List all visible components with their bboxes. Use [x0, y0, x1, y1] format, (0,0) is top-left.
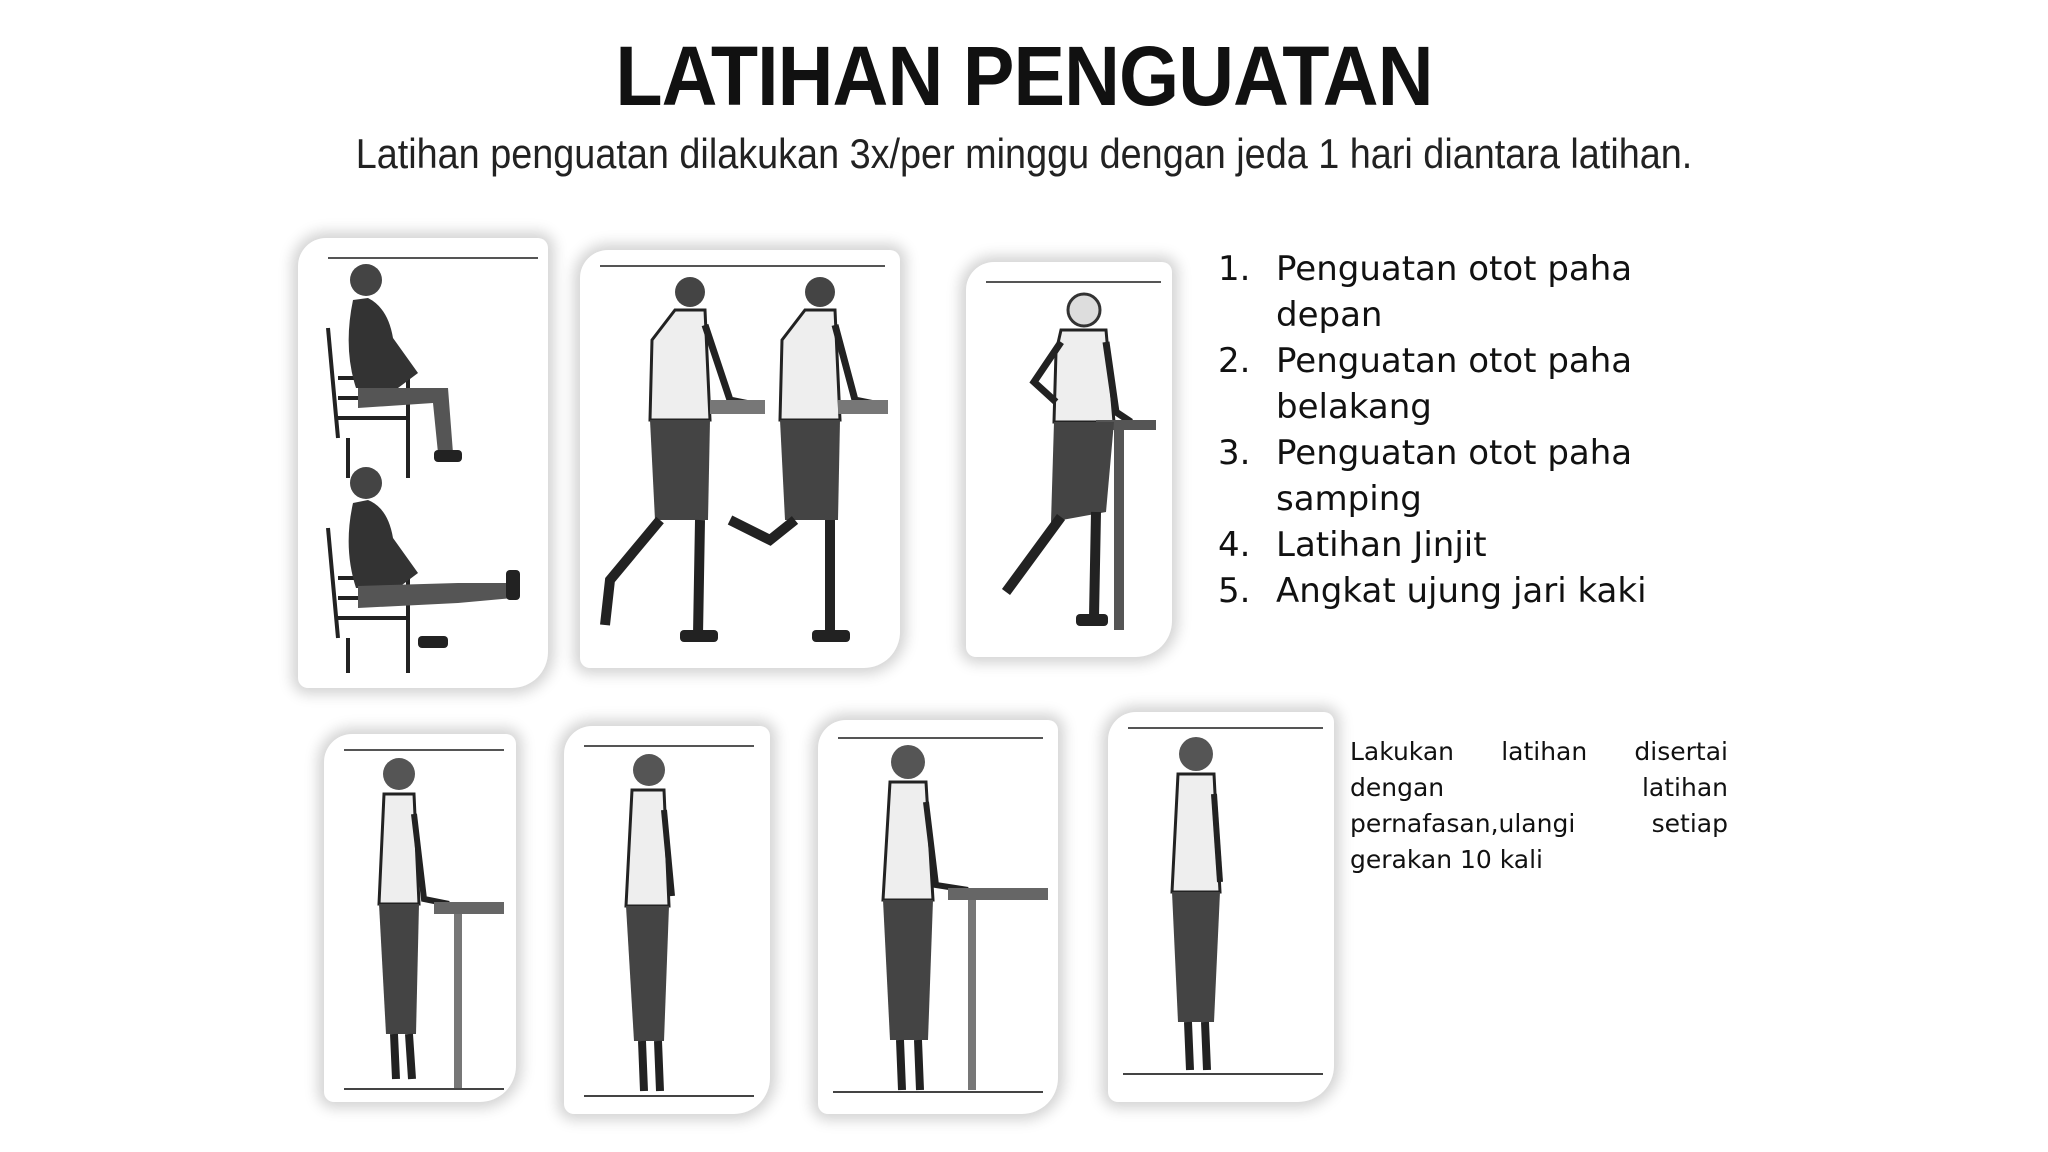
page-title: LATIHAN PENGUATAN: [615, 29, 1433, 123]
instruction-note: Lakukan latihan disertai dengan latihan pernafasan,ulangi setiap gerakan 10 kali: [1350, 737, 1728, 874]
list-item: 1. Penguatan otot paha depan: [1218, 249, 1633, 335]
illustration-hamstring-curl: [580, 250, 900, 668]
exercise-list: [1218, 246, 1738, 614]
heel-raise-icon: [324, 734, 516, 1102]
illustration-toe-raise-free: [1108, 712, 1334, 1102]
illustration-heel-raise-counter: [324, 734, 516, 1102]
side-leg-raise-icon: [966, 262, 1172, 657]
standing-person-icon: [580, 250, 900, 668]
page-subtitle: Latihan penguatan dilakukan 3x/per minggu dengan jeda 1 hari diantara latihan.: [355, 130, 1693, 177]
illustration-seated-knee-extension: [298, 238, 548, 688]
toe-raise-icon: [818, 720, 1058, 1114]
list-item: 3. Penguatan otot paha samping: [1218, 433, 1633, 519]
list-item: 4. Latihan Jinjit: [1218, 525, 1487, 565]
illustration-heel-raise-free: [564, 726, 770, 1114]
list-item: 5. Angkat ujung jari kaki: [1218, 571, 1647, 611]
standing-woman-icon: [564, 726, 770, 1114]
list-item: 2. Penguatan otot paha belakang: [1218, 341, 1633, 427]
illustration-toe-raise-counter: [818, 720, 1058, 1114]
standing-woman-icon: [1108, 712, 1334, 1102]
seated-person-icon: [298, 238, 548, 688]
illustration-side-leg-raise: [966, 262, 1172, 657]
